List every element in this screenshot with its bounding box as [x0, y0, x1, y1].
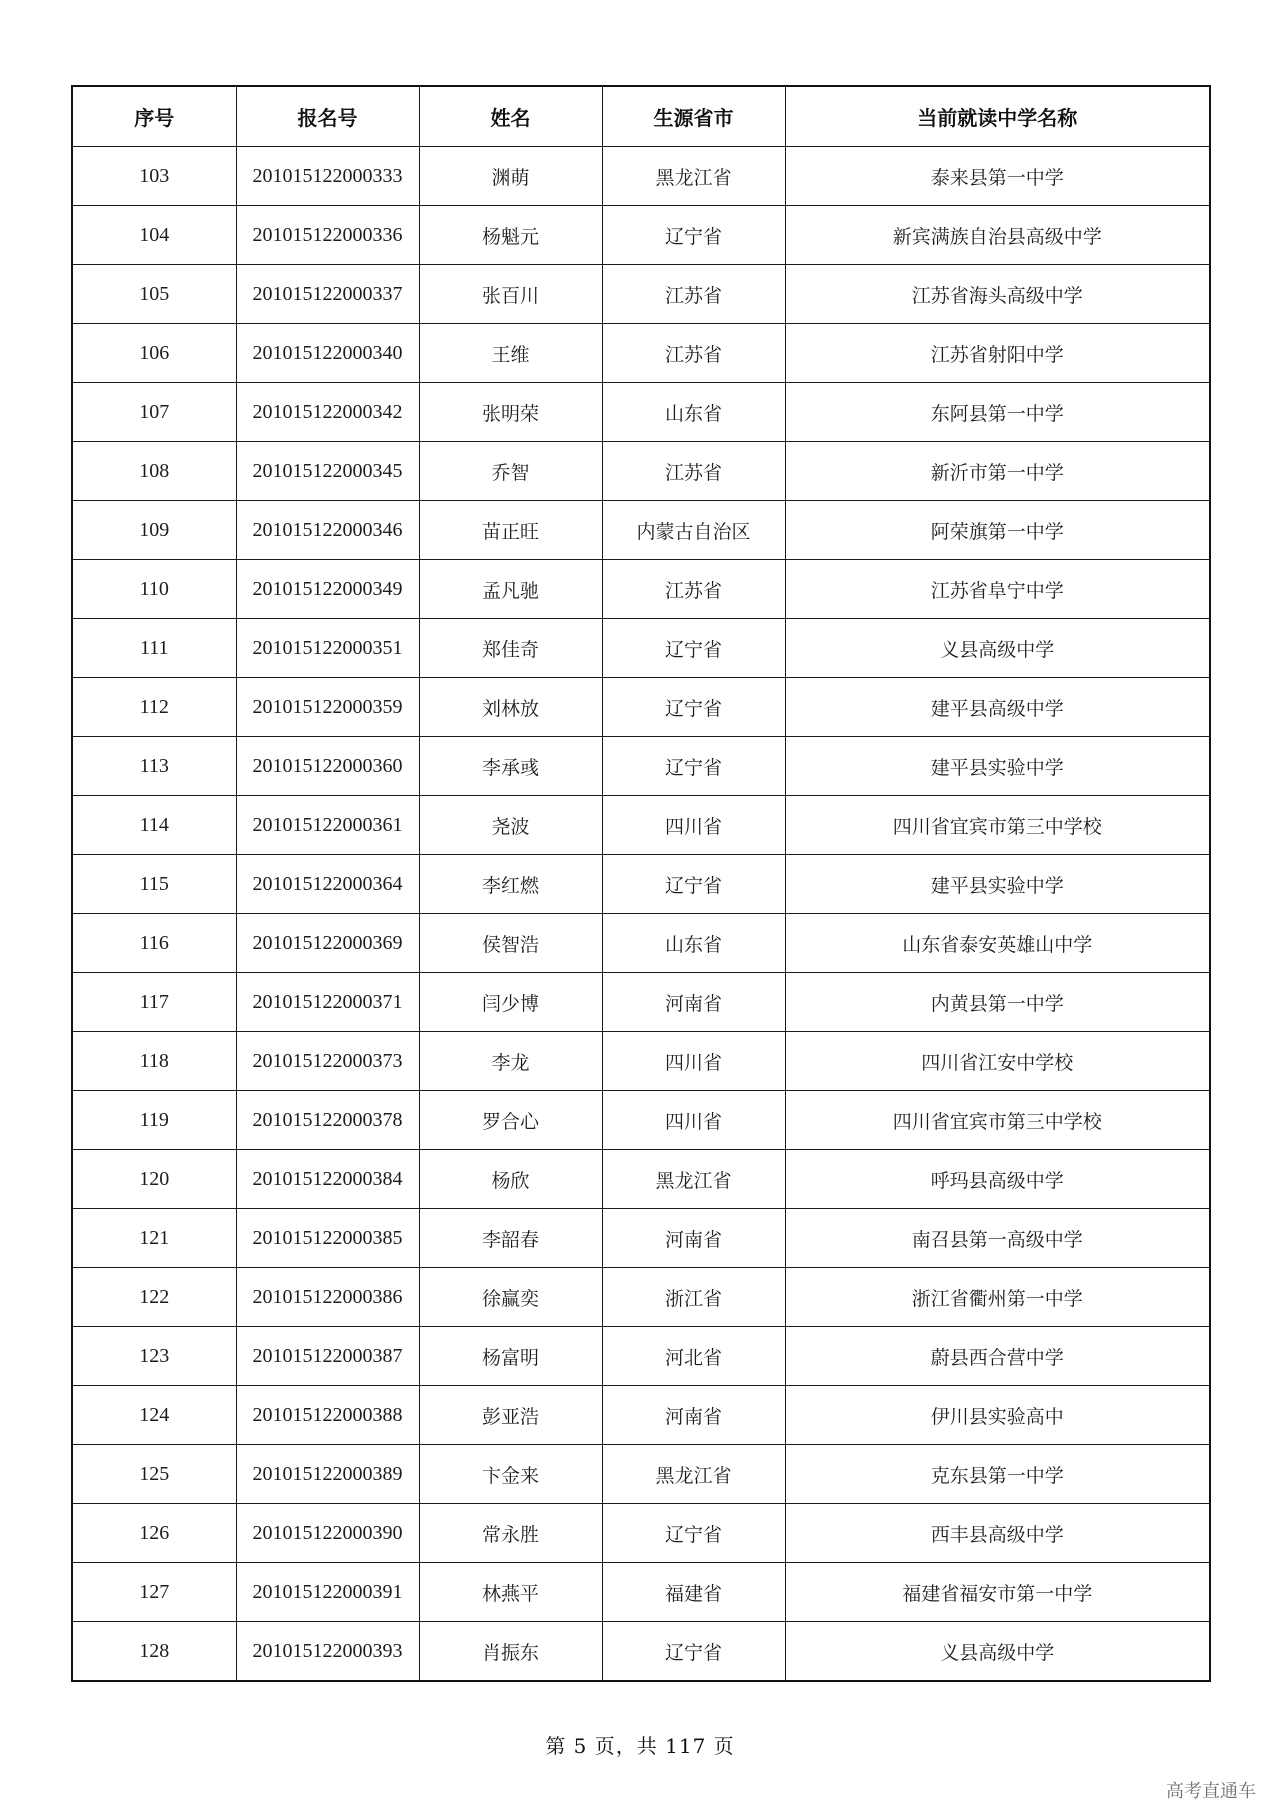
table-row	[72, 501, 1210, 560]
cell-registration-number: 201015122000390	[236, 1504, 419, 1563]
cell-index: 118	[72, 1032, 236, 1091]
table-row	[72, 442, 1210, 501]
cell-registration-number: 201015122000378	[236, 1091, 419, 1150]
cell-name: 渊萌	[419, 147, 602, 206]
cell-name: 乔智	[419, 442, 602, 501]
cell-index: 108	[72, 442, 236, 501]
header-province: 生源省市	[602, 86, 785, 147]
cell-province: 河南省	[602, 1209, 785, 1268]
cell-name: 杨富明	[419, 1327, 602, 1386]
cell-province: 辽宁省	[602, 678, 785, 737]
cell-name: 杨魁元	[419, 206, 602, 265]
cell-registration-number: 201015122000337	[236, 265, 419, 324]
table-row	[72, 737, 1210, 796]
cell-registration-number: 201015122000371	[236, 973, 419, 1032]
cell-index: 114	[72, 796, 236, 855]
cell-index: 103	[72, 147, 236, 206]
cell-registration-number: 201015122000361	[236, 796, 419, 855]
cell-school: 伊川县实验高中	[785, 1386, 1210, 1445]
cell-name: 王维	[419, 324, 602, 383]
cell-province: 黑龙江省	[602, 147, 785, 206]
cell-school: 四川省宜宾市第三中学校	[785, 796, 1210, 855]
table-row	[72, 1504, 1210, 1563]
cell-index: 125	[72, 1445, 236, 1504]
cell-index: 124	[72, 1386, 236, 1445]
table-row	[72, 1268, 1210, 1327]
cell-index: 123	[72, 1327, 236, 1386]
cell-index: 127	[72, 1563, 236, 1622]
cell-school: 南召县第一高级中学	[785, 1209, 1210, 1268]
cell-registration-number: 201015122000336	[236, 206, 419, 265]
table-row	[72, 1563, 1210, 1622]
cell-name: 孟凡驰	[419, 560, 602, 619]
cell-index: 119	[72, 1091, 236, 1150]
footer-prefix: 第	[545, 1734, 574, 1758]
cell-index: 110	[72, 560, 236, 619]
cell-index: 104	[72, 206, 236, 265]
cell-registration-number: 201015122000393	[236, 1622, 419, 1682]
table-row	[72, 678, 1210, 737]
table-row	[72, 206, 1210, 265]
table-row	[72, 147, 1210, 206]
cell-province: 辽宁省	[602, 855, 785, 914]
table-row	[72, 1622, 1210, 1682]
cell-province: 四川省	[602, 796, 785, 855]
cell-province: 福建省	[602, 1563, 785, 1622]
cell-school: 义县高级中学	[785, 1622, 1210, 1682]
cell-index: 117	[72, 973, 236, 1032]
cell-name: 郑佳奇	[419, 619, 602, 678]
cell-name: 李红燃	[419, 855, 602, 914]
cell-name: 刘林放	[419, 678, 602, 737]
cell-school: 四川省宜宾市第三中学校	[785, 1091, 1210, 1150]
cell-school: 西丰县高级中学	[785, 1504, 1210, 1563]
cell-province: 江苏省	[602, 324, 785, 383]
cell-province: 河北省	[602, 1327, 785, 1386]
cell-province: 辽宁省	[602, 1622, 785, 1682]
header-registration-number: 报名号	[236, 86, 419, 147]
cell-province: 辽宁省	[602, 737, 785, 796]
cell-registration-number: 201015122000373	[236, 1032, 419, 1091]
cell-school: 江苏省海头高级中学	[785, 265, 1210, 324]
cell-registration-number: 201015122000387	[236, 1327, 419, 1386]
table-row	[72, 1150, 1210, 1209]
cell-registration-number: 201015122000349	[236, 560, 419, 619]
cell-school: 呼玛县高级中学	[785, 1150, 1210, 1209]
table-row	[72, 855, 1210, 914]
cell-school: 建平县高级中学	[785, 678, 1210, 737]
cell-registration-number: 201015122000333	[236, 147, 419, 206]
cell-school: 泰来县第一中学	[785, 147, 1210, 206]
page-number-footer	[0, 1730, 1280, 1759]
cell-school: 义县高级中学	[785, 619, 1210, 678]
cell-province: 辽宁省	[602, 619, 785, 678]
cell-registration-number: 201015122000360	[236, 737, 419, 796]
header-name: 姓名	[419, 86, 602, 147]
cell-name: 张明荣	[419, 383, 602, 442]
table-row	[72, 265, 1210, 324]
cell-registration-number: 201015122000364	[236, 855, 419, 914]
table-row	[72, 914, 1210, 973]
table-row	[72, 1386, 1210, 1445]
cell-province: 山东省	[602, 914, 785, 973]
cell-index: 122	[72, 1268, 236, 1327]
footer-suffix: 页	[706, 1734, 735, 1758]
cell-name: 罗合心	[419, 1091, 602, 1150]
table-row	[72, 1445, 1210, 1504]
cell-school: 浙江省衢州第一中学	[785, 1268, 1210, 1327]
cell-name: 肖振东	[419, 1622, 602, 1682]
table-row	[72, 560, 1210, 619]
footer-middle: 页，共	[587, 1734, 666, 1758]
cell-index: 113	[72, 737, 236, 796]
cell-registration-number: 201015122000389	[236, 1445, 419, 1504]
table-row	[72, 619, 1210, 678]
cell-province: 江苏省	[602, 442, 785, 501]
cell-province: 四川省	[602, 1032, 785, 1091]
cell-school: 建平县实验中学	[785, 855, 1210, 914]
cell-province: 江苏省	[602, 560, 785, 619]
cell-school: 东阿县第一中学	[785, 383, 1210, 442]
cell-province: 河南省	[602, 1386, 785, 1445]
cell-registration-number: 201015122000384	[236, 1150, 419, 1209]
cell-index: 105	[72, 265, 236, 324]
cell-index: 115	[72, 855, 236, 914]
admission-list-table	[71, 85, 1211, 1682]
footer-current-page: 5	[573, 1734, 588, 1758]
cell-name: 常永胜	[419, 1504, 602, 1563]
cell-registration-number: 201015122000351	[236, 619, 419, 678]
cell-name: 闫少博	[419, 973, 602, 1032]
cell-school: 内黄县第一中学	[785, 973, 1210, 1032]
table-row	[72, 796, 1210, 855]
cell-index: 120	[72, 1150, 236, 1209]
cell-index: 116	[72, 914, 236, 973]
cell-registration-number: 201015122000342	[236, 383, 419, 442]
cell-province: 河南省	[602, 973, 785, 1032]
cell-index: 112	[72, 678, 236, 737]
cell-registration-number: 201015122000391	[236, 1563, 419, 1622]
table-header	[72, 86, 1210, 147]
cell-registration-number: 201015122000369	[236, 914, 419, 973]
cell-registration-number: 201015122000386	[236, 1268, 419, 1327]
cell-school: 蔚县西合营中学	[785, 1327, 1210, 1386]
cell-school: 江苏省阜宁中学	[785, 560, 1210, 619]
header-index: 序号	[72, 86, 236, 147]
cell-province: 黑龙江省	[602, 1150, 785, 1209]
cell-province: 内蒙古自治区	[602, 501, 785, 560]
cell-school: 山东省泰安英雄山中学	[785, 914, 1210, 973]
cell-name: 杨欣	[419, 1150, 602, 1209]
cell-registration-number: 201015122000359	[236, 678, 419, 737]
cell-province: 浙江省	[602, 1268, 785, 1327]
table-row	[72, 1209, 1210, 1268]
cell-province: 山东省	[602, 383, 785, 442]
cell-registration-number: 201015122000388	[236, 1386, 419, 1445]
cell-registration-number: 201015122000346	[236, 501, 419, 560]
cell-index: 126	[72, 1504, 236, 1563]
table-row	[72, 324, 1210, 383]
cell-index: 121	[72, 1209, 236, 1268]
cell-name: 张百川	[419, 265, 602, 324]
cell-name: 徐赢奕	[419, 1268, 602, 1327]
cell-school: 克东县第一中学	[785, 1445, 1210, 1504]
watermark: 高考直通车	[1166, 1781, 1256, 1802]
table-row	[72, 1032, 1210, 1091]
table-row	[72, 973, 1210, 1032]
table-row	[72, 1091, 1210, 1150]
cell-school: 新沂市第一中学	[785, 442, 1210, 501]
cell-index: 106	[72, 324, 236, 383]
cell-name: 林燕平	[419, 1563, 602, 1622]
cell-province: 四川省	[602, 1091, 785, 1150]
cell-index: 128	[72, 1622, 236, 1682]
cell-name: 李龙	[419, 1032, 602, 1091]
footer-total-pages: 117	[665, 1734, 707, 1758]
cell-name: 李韶春	[419, 1209, 602, 1268]
cell-registration-number: 201015122000340	[236, 324, 419, 383]
cell-name: 彭亚浩	[419, 1386, 602, 1445]
cell-name: 卞金来	[419, 1445, 602, 1504]
cell-school: 建平县实验中学	[785, 737, 1210, 796]
table-row	[72, 383, 1210, 442]
cell-school: 新宾满族自治县高级中学	[785, 206, 1210, 265]
cell-province: 辽宁省	[602, 206, 785, 265]
cell-school: 四川省江安中学校	[785, 1032, 1210, 1091]
cell-index: 109	[72, 501, 236, 560]
cell-school: 福建省福安市第一中学	[785, 1563, 1210, 1622]
cell-registration-number: 201015122000385	[236, 1209, 419, 1268]
table-body	[72, 147, 1210, 1682]
cell-index: 107	[72, 383, 236, 442]
header-row	[72, 86, 1210, 147]
header-school: 当前就读中学名称	[785, 86, 1210, 147]
cell-index: 111	[72, 619, 236, 678]
cell-name: 侯智浩	[419, 914, 602, 973]
cell-province: 辽宁省	[602, 1504, 785, 1563]
cell-school: 阿荣旗第一中学	[785, 501, 1210, 560]
cell-province: 黑龙江省	[602, 1445, 785, 1504]
cell-name: 尧波	[419, 796, 602, 855]
cell-registration-number: 201015122000345	[236, 442, 419, 501]
cell-school: 江苏省射阳中学	[785, 324, 1210, 383]
cell-province: 江苏省	[602, 265, 785, 324]
cell-name: 苗正旺	[419, 501, 602, 560]
cell-name: 李承彧	[419, 737, 602, 796]
table-row	[72, 1327, 1210, 1386]
